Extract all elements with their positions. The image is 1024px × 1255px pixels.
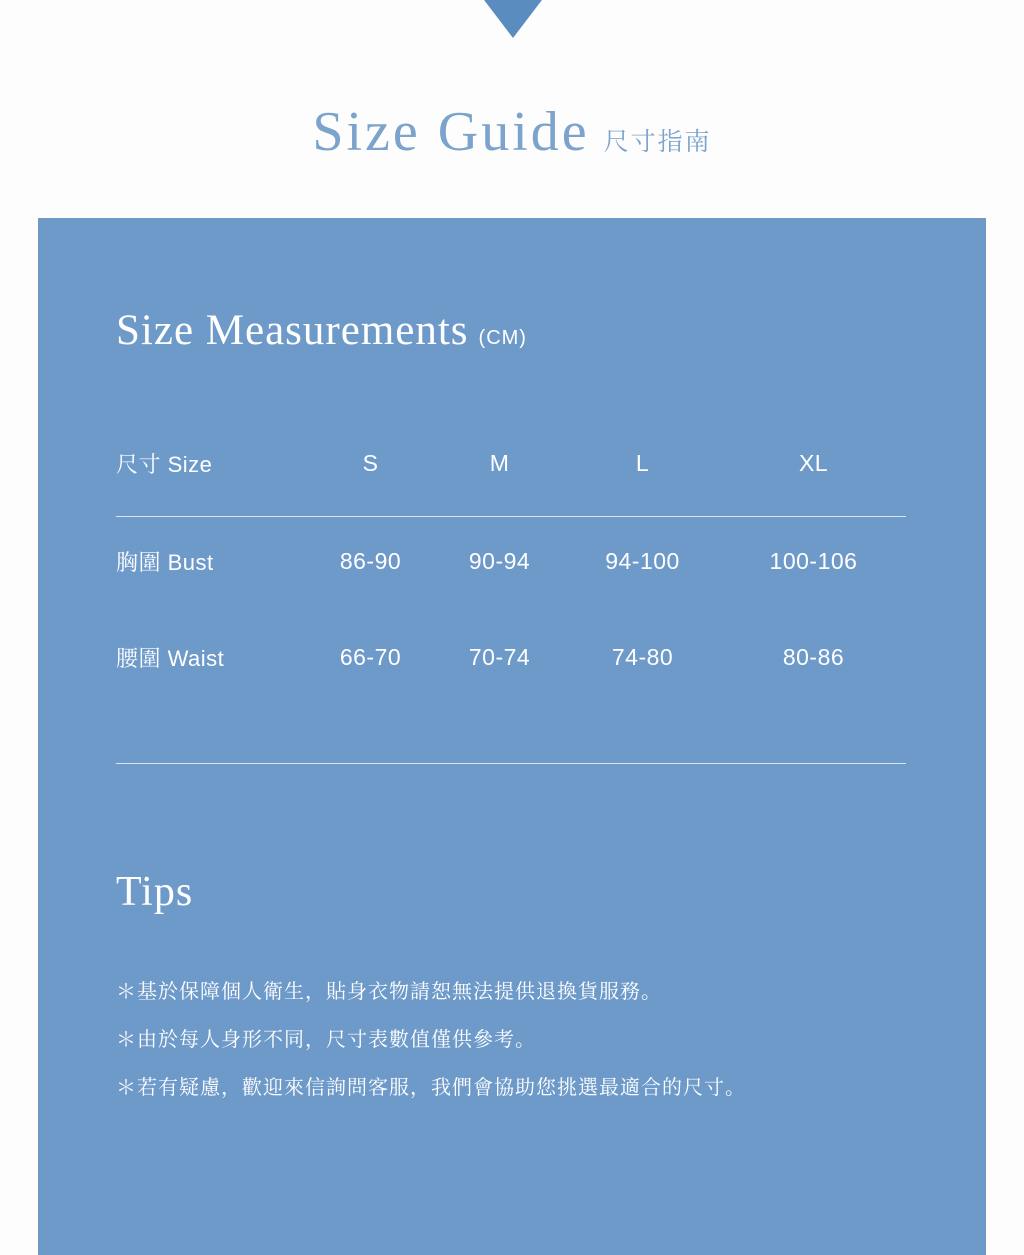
- size-measurements-table: [116, 433, 906, 705]
- section-title-unit: (CM): [478, 327, 527, 349]
- row-label-waist: 腰圍 Waist: [116, 645, 225, 671]
- row-label-bust: 胸圍 Bust: [116, 549, 214, 575]
- waist-l: 74-80: [611, 643, 674, 670]
- tips-list: [116, 968, 916, 1112]
- page-title-main: Size Guide: [312, 101, 590, 163]
- section-title-text: Size Measurements: [116, 307, 469, 354]
- section-title: [116, 306, 527, 355]
- list-item: ＊若有疑慮，歡迎來信詢問客服，我們會協助您挑選最適合的尺寸。: [116, 1077, 746, 1099]
- table-header-xl: XL: [798, 449, 829, 476]
- table-header-s: S: [362, 449, 379, 476]
- table-header-size: 尺寸 Size: [116, 451, 213, 477]
- tips-title: Tips: [116, 869, 194, 915]
- bust-xl: 100-106: [769, 547, 858, 574]
- page-title: [0, 100, 1024, 164]
- size-guide-panel: [38, 218, 986, 1255]
- bust-m: 90-94: [468, 547, 531, 574]
- bust-s: 86-90: [339, 547, 402, 574]
- waist-m: 70-74: [468, 643, 531, 670]
- page-title-sub: 尺寸指南: [603, 128, 712, 156]
- list-item: ＊基於保障個人衛生，貼身衣物請恕無法提供退換貨服務。: [116, 981, 662, 1003]
- waist-s: 66-70: [339, 643, 402, 670]
- table-header-m: M: [489, 449, 510, 476]
- triangle-down-icon: [481, 0, 545, 38]
- table-row: [116, 513, 906, 609]
- list-item: ＊由於每人身形不同，尺寸表數值僅供參考。: [116, 1029, 536, 1051]
- table-header-row: [116, 433, 906, 513]
- waist-xl: 80-86: [782, 643, 845, 670]
- table-row: [116, 609, 906, 705]
- bust-l: 94-100: [605, 547, 680, 574]
- table-rule-bottom: [116, 763, 906, 764]
- top-marker: [0, 0, 1024, 44]
- table-header-l: L: [635, 449, 650, 476]
